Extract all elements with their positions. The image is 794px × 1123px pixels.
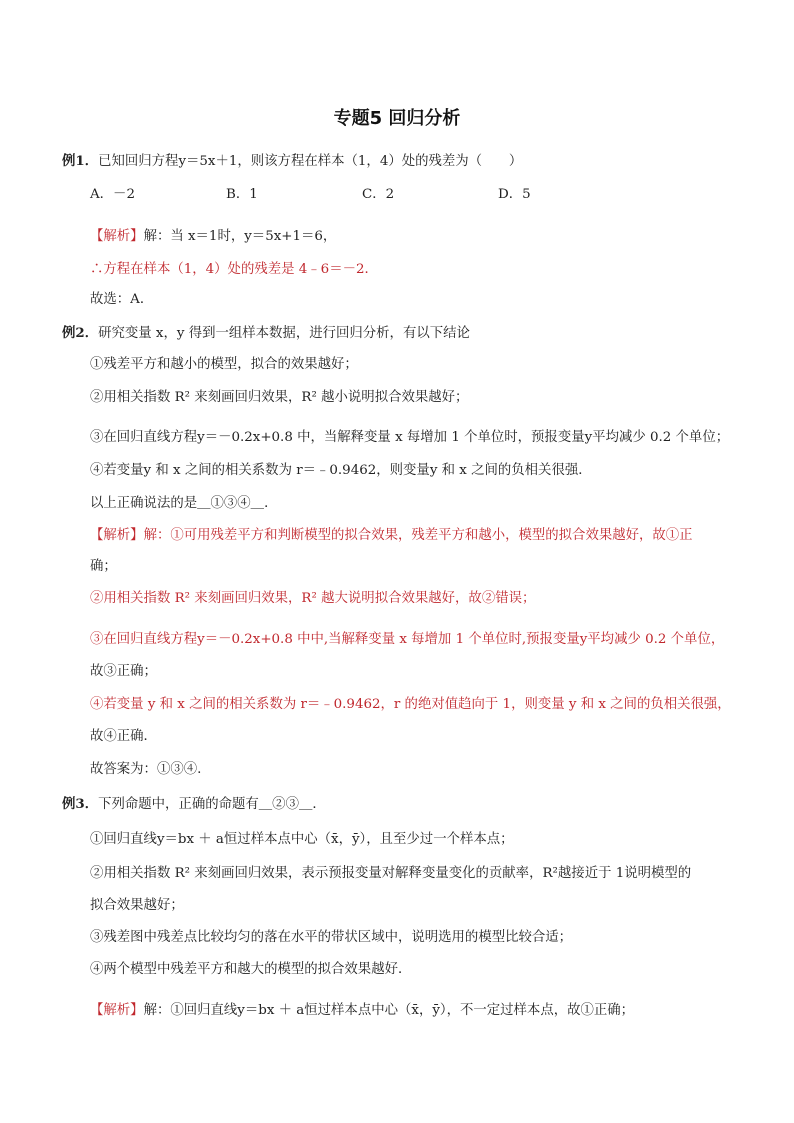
option-b: B．1	[226, 187, 258, 202]
example-2-item-3: ③在回归直线方程y＝－0.2x+0.8 中，当解释变量 x 每增加 1 个单位时，预报变量y平均减少 0.2 个单位；	[90, 430, 730, 445]
example-1-label: 例1．	[62, 153, 99, 169]
example-2-solution-line-1	[90, 526, 693, 546]
example-1-solution-line-3: 故选：A．	[90, 292, 154, 307]
example-3-item-2: ②用相关指数 R² 来刻画回归效果，表示预报变量对解释变量变化的贡献率，R²越接近于 1说明模型的	[90, 866, 692, 881]
example-3-text: 下列命题中，正确的命题有＿②③＿．	[98, 797, 326, 812]
example-1-question	[62, 151, 522, 172]
solution-text: 解：当 x＝1时，y＝5x+1＝6，	[143, 229, 337, 244]
example-3-item-2-cont: 拟合效果越好；	[90, 898, 184, 913]
example-2-solution-line-4: ③在回归直线方程y＝－0.2x+0.8 中中,当解释变量 x 每增加 1 个单位时,预报变量y平均减少 0.2 个单位，	[90, 632, 725, 647]
solution-text: 解：①回归直线y＝bx ＋ a恒过样本点中心（x̄，ȳ），不一定过样本点，故①正确；	[143, 1003, 635, 1018]
example-2-solution-line-5: 故③正确；	[90, 664, 157, 679]
solution-text: 解：①可用残差平方和判断模型的拟合效果，残差平方和越小，模型的拟合效果越好，故①正	[143, 528, 693, 543]
example-3-solution-line-1	[90, 1001, 634, 1021]
example-1-solution-line-2: ∴方程在样本（1，4）处的残差是 4﹣6＝－2．	[90, 262, 378, 277]
example-2-solution-line-6: ④若变量 y 和 x 之间的相关系数为 r＝﹣0.9462，r 的绝对值趋向于 1，则变量 y 和 x 之间的负相关很强，	[90, 697, 731, 712]
solution-tag: 【解析】	[90, 229, 144, 244]
option-c: C．2	[362, 187, 395, 202]
example-2-label: 例2．	[62, 325, 99, 341]
example-2-solution-line-3: ②用相关指数 R² 来刻画回归效果，R² 越大说明拟合效果越好，故②错误；	[90, 591, 536, 606]
example-3-item-3: ③残差图中残差点比较均匀的落在水平的带状区域中，说明选用的模型比较合适；	[90, 930, 573, 945]
example-3-question	[62, 794, 326, 815]
page-title: 专题5 回归分析	[333, 108, 461, 129]
solution-tag: 【解析】	[90, 528, 144, 543]
example-2-question	[62, 323, 470, 344]
example-2-item-4: ④若变量y 和 x 之间的相关系数为 r＝﹣0.9462，则变量y 和 x 之间的负相关很强．	[90, 463, 592, 478]
example-2-answer-line: 以上正确说法的是＿①③④＿．	[90, 496, 278, 511]
example-1-text: 已知回归方程y＝5x＋1，则该方程在样本（1，4）处的残差为（ ）	[98, 154, 523, 169]
option-d: D．5	[498, 187, 531, 202]
example-2-text: 研究变量 x，y 得到一组样本数据，进行回归分析，有以下结论	[98, 326, 470, 341]
example-2-solution-line-7: 故④正确．	[90, 729, 157, 744]
example-1-options	[90, 185, 634, 205]
example-2-solution-line-2: 确；	[90, 559, 117, 574]
option-a: A．－2	[90, 187, 135, 202]
example-1-solution-line-1	[90, 227, 336, 247]
solution-tag: 【解析】	[90, 1003, 144, 1018]
example-3-item-1: ①回归直线y＝bx ＋ a恒过样本点中心（x̄，ȳ），且至少过一个样本点；	[90, 832, 514, 847]
example-2-final-answer: 故答案为：①③④.	[90, 762, 202, 777]
example-3-label: 例3．	[62, 796, 99, 812]
example-3-item-4: ④两个模型中残差平方和越大的模型的拟合效果越好．	[90, 962, 412, 977]
example-2-item-1: ①残差平方和越小的模型，拟合的效果越好；	[90, 357, 358, 372]
example-2-item-2: ②用相关指数 R² 来刻画回归效果，R² 越小说明拟合效果越好；	[90, 390, 469, 405]
